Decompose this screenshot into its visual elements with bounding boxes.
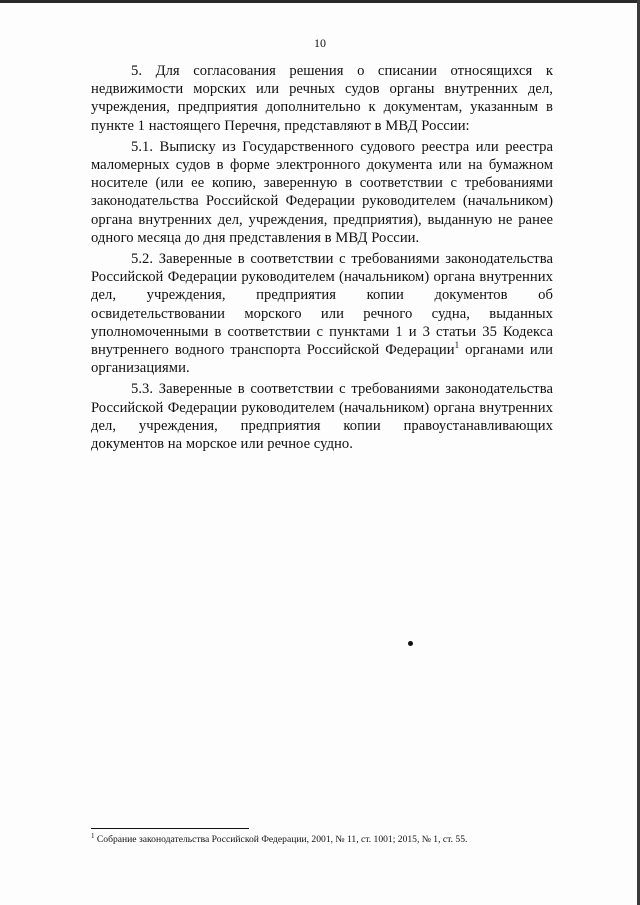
scan-edge-top (0, 0, 640, 3)
document-body (91, 62, 553, 453)
paragraph-5-2-text-end: органами или организациями. (91, 342, 553, 377)
scan-dot-mark (408, 641, 413, 646)
footnote-text: Собрание законодательства Российской Федерации, 2001, № 11, ст. 1001; 2015, № 1, ст. 55. (94, 834, 468, 845)
footnote-separator (91, 828, 249, 829)
page-number: 10 (314, 36, 326, 50)
paragraph-5-3: 5.3. Заверенные в соответствии с требованиями законодательства Российской Федерации руководителем (начальником) органа внутренних дел, учреждения, предприятия копии правоустанавливающих документов на морское или речное судно. (91, 381, 553, 453)
paragraph-5-2-text: 5.2. Заверенные в соответствии с требованиями законодательства Российской Федерации руководителем (начальником) органа внутренних дел, учреждения, предприятия копии документов об освидетельствовании морского или речного судна, выданных уполномоченными в соответствии с пунктами 1 и 3 статьи 35 Кодекса внутреннего водного транспорта Российской Федерации (91, 251, 553, 359)
footnote (91, 831, 561, 846)
paragraph-5: 5. Для согласования решения о списании относящихся к недвижимости морских или речных судов органы внутренних дел, учреждения, предприятия дополнительно к документам, указанным в пункте 1 настоящего Перечня, представляют в МВД России: (91, 63, 553, 134)
footnote-mark: 1 (91, 831, 95, 840)
paragraph-5-2 (91, 250, 553, 377)
footnote-reference-mark[interactable]: 1 (454, 340, 460, 351)
paragraph-5-1: 5.1. Выписку из Государственного судового реестра или реестра маломерных судов в форме электронного документа или на бумажном носителе (или ее копию, заверенную в соответствии с требованиями законодательства Российской Федерации руководителем (начальником) органа внутренних дел, учреждения, предприятия), выданную не ранее одного месяца до дня представления в МВД России. (91, 138, 553, 246)
